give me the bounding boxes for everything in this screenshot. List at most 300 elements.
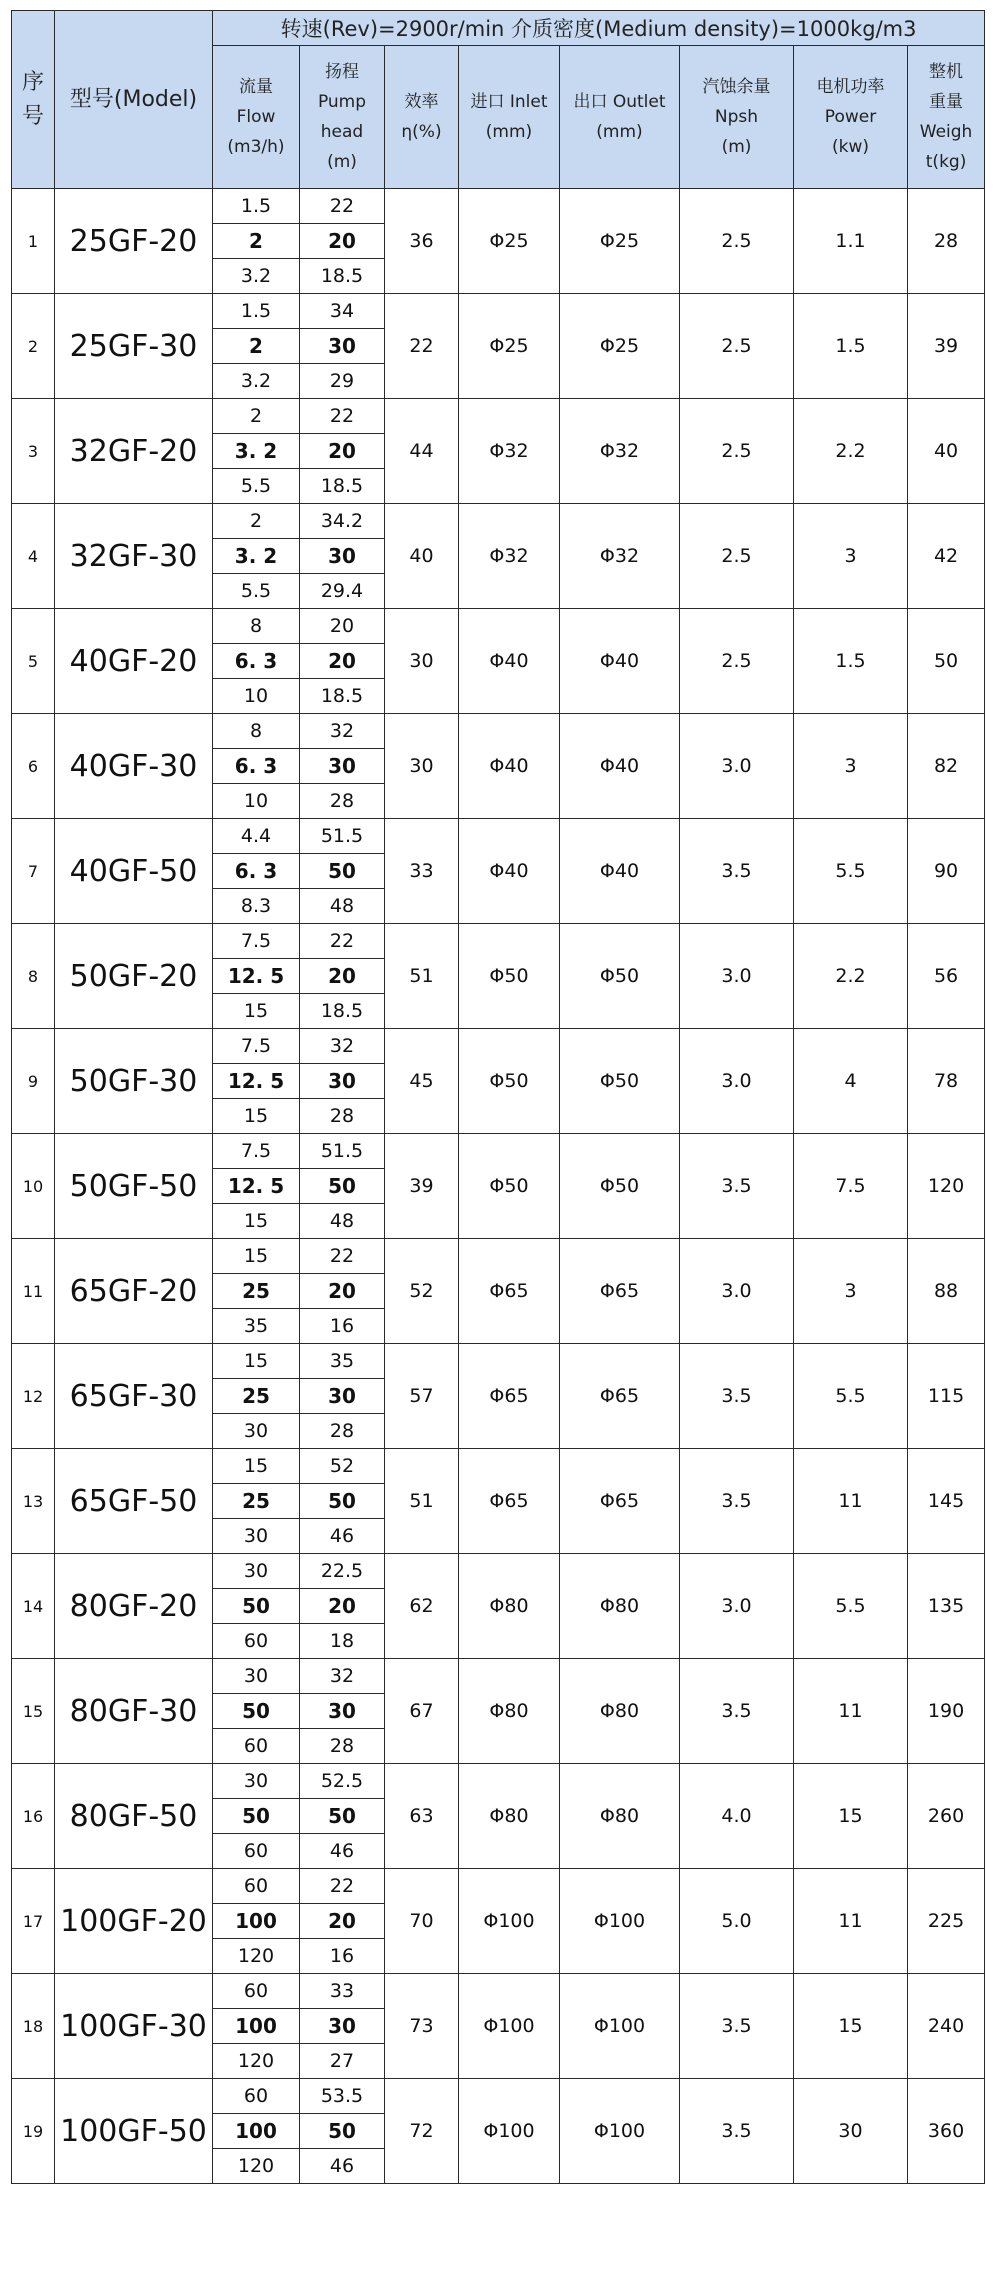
flow-value: 10 (213, 784, 300, 819)
power-value: 3 (794, 714, 908, 819)
row-index: 4 (12, 504, 55, 609)
row-model: 25GF-30 (55, 294, 213, 399)
header-index (12, 11, 55, 189)
head-value-rated: 20 (300, 644, 385, 679)
power-value: 1.5 (794, 609, 908, 714)
row-index: 10 (12, 1134, 55, 1239)
flow-value-rated: 100 (213, 1904, 300, 1939)
row-model: 80GF-30 (55, 1659, 213, 1764)
flow-value: 30 (213, 1554, 300, 1589)
npsh-value: 3.5 (680, 1344, 794, 1449)
header-inlet (459, 46, 560, 189)
head-value: 33 (300, 1974, 385, 2009)
flow-value-rated: 50 (213, 1799, 300, 1834)
npsh-value: 2.5 (680, 294, 794, 399)
head-value-rated: 20 (300, 959, 385, 994)
head-value: 53.5 (300, 2079, 385, 2114)
power-value: 4 (794, 1029, 908, 1134)
head-value: 18.5 (300, 679, 385, 714)
row-model: 100GF-50 (55, 2079, 213, 2184)
npsh-value: 3.5 (680, 2079, 794, 2184)
npsh-value: 3.0 (680, 1029, 794, 1134)
head-value: 48 (300, 889, 385, 924)
efficiency-value: 67 (385, 1659, 459, 1764)
head-value-rated: 30 (300, 1064, 385, 1099)
row-model: 100GF-30 (55, 1974, 213, 2079)
flow-value: 60 (213, 2079, 300, 2114)
head-value: 28 (300, 1729, 385, 1764)
power-value: 2.2 (794, 924, 908, 1029)
efficiency-value: 51 (385, 1449, 459, 1554)
weight-value: 145 (908, 1449, 985, 1554)
header-outlet-line: (mm) (596, 122, 643, 142)
head-value: 18.5 (300, 259, 385, 294)
efficiency-value: 73 (385, 1974, 459, 2079)
power-value: 11 (794, 1449, 908, 1554)
head-value: 22 (300, 399, 385, 434)
row-index: 2 (12, 294, 55, 399)
row-index: 15 (12, 1659, 55, 1764)
flow-value: 5.5 (213, 574, 300, 609)
head-value: 46 (300, 2149, 385, 2184)
header-power-line: Power (824, 107, 877, 127)
efficiency-value: 70 (385, 1869, 459, 1974)
header-outlet-line: 出口 Outlet (573, 92, 666, 112)
flow-value: 60 (213, 1729, 300, 1764)
inlet-value: Φ65 (459, 1344, 560, 1449)
inlet-value: Φ25 (459, 189, 560, 294)
head-value-rated: 50 (300, 1484, 385, 1519)
table-row (12, 294, 985, 329)
row-index: 16 (12, 1764, 55, 1869)
table-row (12, 714, 985, 749)
flow-value: 15 (213, 1344, 300, 1379)
head-value: 22.5 (300, 1554, 385, 1589)
flow-value: 15 (213, 994, 300, 1029)
flow-value-rated: 25 (213, 1484, 300, 1519)
power-value: 1.5 (794, 294, 908, 399)
row-index: 17 (12, 1869, 55, 1974)
table-row (12, 1554, 985, 1589)
head-value: 52 (300, 1449, 385, 1484)
power-value: 11 (794, 1869, 908, 1974)
flow-value: 8 (213, 714, 300, 749)
weight-value: 78 (908, 1029, 985, 1134)
head-value-rated: 20 (300, 1274, 385, 1309)
inlet-value: Φ50 (459, 924, 560, 1029)
weight-value: 42 (908, 504, 985, 609)
flow-value: 2 (213, 399, 300, 434)
efficiency-value: 45 (385, 1029, 459, 1134)
efficiency-value: 22 (385, 294, 459, 399)
header-head (300, 46, 385, 189)
row-model: 40GF-50 (55, 819, 213, 924)
table-row (12, 1239, 985, 1274)
table-row (12, 504, 985, 539)
head-value: 32 (300, 1659, 385, 1694)
weight-value: 90 (908, 819, 985, 924)
npsh-value: 3.5 (680, 1659, 794, 1764)
head-value: 28 (300, 784, 385, 819)
efficiency-value: 36 (385, 189, 459, 294)
row-index: 12 (12, 1344, 55, 1449)
row-index: 18 (12, 1974, 55, 2079)
flow-value: 3.2 (213, 364, 300, 399)
flow-value: 2 (213, 504, 300, 539)
outlet-value: Φ40 (560, 609, 680, 714)
header-index-line: 序 (21, 69, 44, 95)
flow-value: 10 (213, 679, 300, 714)
header-npsh-line: 汽蚀余量 (702, 77, 771, 97)
flow-value: 120 (213, 2149, 300, 2184)
npsh-value: 2.5 (680, 399, 794, 504)
outlet-value: Φ65 (560, 1239, 680, 1344)
header-title: 转速(Rev)=2900r/min 介质密度(Medium density)=1000kg/m3 (213, 11, 985, 46)
flow-value: 120 (213, 1939, 300, 1974)
npsh-value: 5.0 (680, 1869, 794, 1974)
head-value: 28 (300, 1414, 385, 1449)
power-value: 3 (794, 504, 908, 609)
outlet-value: Φ50 (560, 1134, 680, 1239)
outlet-value: Φ80 (560, 1554, 680, 1659)
table-row (12, 1449, 985, 1484)
inlet-value: Φ25 (459, 294, 560, 399)
head-value: 46 (300, 1519, 385, 1554)
power-value: 2.2 (794, 399, 908, 504)
flow-value-rated: 6. 3 (213, 749, 300, 784)
outlet-value: Φ100 (560, 1974, 680, 2079)
npsh-value: 3.5 (680, 1134, 794, 1239)
efficiency-value: 33 (385, 819, 459, 924)
weight-value: 82 (908, 714, 985, 819)
npsh-value: 3.0 (680, 1239, 794, 1344)
head-value: 32 (300, 1029, 385, 1064)
npsh-value: 3.5 (680, 1449, 794, 1554)
inlet-value: Φ100 (459, 1974, 560, 2079)
row-index: 3 (12, 399, 55, 504)
head-value: 32 (300, 714, 385, 749)
flow-value: 60 (213, 1974, 300, 2009)
power-value: 5.5 (794, 1344, 908, 1449)
head-value: 28 (300, 1099, 385, 1134)
flow-value: 8 (213, 609, 300, 644)
header-npsh-line: Npsh (714, 107, 759, 127)
efficiency-value: 62 (385, 1554, 459, 1659)
table-row (12, 1134, 985, 1169)
flow-value: 30 (213, 1764, 300, 1799)
inlet-value: Φ32 (459, 399, 560, 504)
inlet-value: Φ65 (459, 1239, 560, 1344)
outlet-value: Φ40 (560, 714, 680, 819)
power-value: 7.5 (794, 1134, 908, 1239)
table-row (12, 189, 985, 224)
flow-value: 7.5 (213, 924, 300, 959)
head-value: 48 (300, 1204, 385, 1239)
inlet-value: Φ100 (459, 2079, 560, 2184)
header-flow-line: Flow (236, 107, 276, 127)
outlet-value: Φ50 (560, 924, 680, 1029)
header-row-top (12, 11, 985, 46)
flow-value-rated: 12. 5 (213, 959, 300, 994)
efficiency-value: 39 (385, 1134, 459, 1239)
row-model: 32GF-20 (55, 399, 213, 504)
npsh-value: 3.5 (680, 819, 794, 924)
flow-value-rated: 12. 5 (213, 1169, 300, 1204)
header-head-line: head (320, 122, 364, 142)
header-model: 型号(Model) (55, 11, 213, 189)
header-efficiency (385, 46, 459, 189)
efficiency-value: 63 (385, 1764, 459, 1869)
inlet-value: Φ50 (459, 1134, 560, 1239)
head-value: 34.2 (300, 504, 385, 539)
flow-value-rated: 3. 2 (213, 539, 300, 574)
header-weight-line: Weigh (919, 122, 973, 142)
row-model: 80GF-50 (55, 1764, 213, 1869)
head-value-rated: 30 (300, 1694, 385, 1729)
head-value: 22 (300, 1869, 385, 1904)
head-value-rated: 30 (300, 749, 385, 784)
outlet-value: Φ50 (560, 1029, 680, 1134)
npsh-value: 4.0 (680, 1764, 794, 1869)
flow-value-rated: 50 (213, 1694, 300, 1729)
flow-value: 15 (213, 1449, 300, 1484)
table-row (12, 1974, 985, 2009)
outlet-value: Φ25 (560, 294, 680, 399)
flow-value: 15 (213, 1099, 300, 1134)
table-row (12, 1029, 985, 1064)
weight-value: 56 (908, 924, 985, 1029)
outlet-value: Φ32 (560, 504, 680, 609)
header-efficiency-line: η(%) (401, 122, 442, 142)
head-value-rated: 20 (300, 224, 385, 259)
flow-value: 15 (213, 1204, 300, 1239)
head-value: 22 (300, 189, 385, 224)
power-value: 3 (794, 1239, 908, 1344)
header-weight-line: 整机 (929, 62, 964, 82)
weight-value: 50 (908, 609, 985, 714)
header-flow (213, 46, 300, 189)
row-model: 32GF-30 (55, 504, 213, 609)
efficiency-value: 30 (385, 609, 459, 714)
inlet-value: Φ40 (459, 714, 560, 819)
head-value: 51.5 (300, 819, 385, 854)
table-row (12, 924, 985, 959)
head-value: 18.5 (300, 469, 385, 504)
efficiency-value: 57 (385, 1344, 459, 1449)
header-index-line: 号 (21, 103, 44, 129)
power-value: 15 (794, 1764, 908, 1869)
row-index: 6 (12, 714, 55, 819)
header-power (794, 46, 908, 189)
flow-value: 120 (213, 2044, 300, 2079)
inlet-value: Φ50 (459, 1029, 560, 1134)
head-value-rated: 30 (300, 1379, 385, 1414)
flow-value-rated: 6. 3 (213, 854, 300, 889)
row-index: 9 (12, 1029, 55, 1134)
table-row (12, 819, 985, 854)
outlet-value: Φ100 (560, 2079, 680, 2184)
flow-value-rated: 2 (213, 329, 300, 364)
efficiency-value: 51 (385, 924, 459, 1029)
efficiency-value: 30 (385, 714, 459, 819)
head-value: 16 (300, 1939, 385, 1974)
spec-table-container (11, 10, 984, 2184)
npsh-value: 2.5 (680, 609, 794, 714)
row-model: 65GF-30 (55, 1344, 213, 1449)
flow-value-rated: 50 (213, 1589, 300, 1624)
header-efficiency-line: 效率 (404, 92, 439, 112)
power-value: 11 (794, 1659, 908, 1764)
inlet-value: Φ40 (459, 609, 560, 714)
header-outlet (560, 46, 680, 189)
flow-value: 7.5 (213, 1134, 300, 1169)
row-model: 100GF-20 (55, 1869, 213, 1974)
head-value: 22 (300, 1239, 385, 1274)
head-value-rated: 50 (300, 1169, 385, 1204)
head-value-rated: 20 (300, 1589, 385, 1624)
weight-value: 135 (908, 1554, 985, 1659)
header-head-line: 扬程 (325, 62, 359, 82)
row-index: 13 (12, 1449, 55, 1554)
row-model: 80GF-20 (55, 1554, 213, 1659)
header-head-line: (m) (327, 152, 357, 172)
head-value: 18 (300, 1624, 385, 1659)
row-model: 50GF-30 (55, 1029, 213, 1134)
flow-value: 15 (213, 1239, 300, 1274)
inlet-value: Φ80 (459, 1764, 560, 1869)
inlet-value: Φ80 (459, 1659, 560, 1764)
header-flow-line: 流量 (239, 77, 273, 97)
header-flow-line: (m3/h) (227, 137, 285, 157)
outlet-value: Φ65 (560, 1344, 680, 1449)
head-value: 29 (300, 364, 385, 399)
npsh-value: 3.0 (680, 1554, 794, 1659)
head-value: 16 (300, 1309, 385, 1344)
weight-value: 260 (908, 1764, 985, 1869)
head-value: 27 (300, 2044, 385, 2079)
table-body (12, 11, 985, 2184)
head-value-rated: 50 (300, 2114, 385, 2149)
weight-value: 40 (908, 399, 985, 504)
header-inlet-line: (mm) (485, 122, 533, 142)
header-power-line: 电机功率 (816, 77, 885, 97)
npsh-value: 3.5 (680, 1974, 794, 2079)
head-value: 22 (300, 924, 385, 959)
outlet-value: Φ25 (560, 189, 680, 294)
row-index: 8 (12, 924, 55, 1029)
weight-value: 28 (908, 189, 985, 294)
row-index: 19 (12, 2079, 55, 2184)
row-model: 40GF-30 (55, 714, 213, 819)
table-row (12, 1659, 985, 1694)
outlet-value: Φ32 (560, 399, 680, 504)
head-value: 52.5 (300, 1764, 385, 1799)
row-index: 1 (12, 189, 55, 294)
head-value-rated: 50 (300, 854, 385, 889)
head-value: 20 (300, 609, 385, 644)
flow-value: 30 (213, 1519, 300, 1554)
row-index: 7 (12, 819, 55, 924)
row-model: 40GF-20 (55, 609, 213, 714)
head-value: 18.5 (300, 994, 385, 1029)
header-npsh-line: (m) (721, 137, 752, 157)
flow-value-rated: 100 (213, 2009, 300, 2044)
power-value: 30 (794, 2079, 908, 2184)
efficiency-value: 72 (385, 2079, 459, 2184)
outlet-value: Φ65 (560, 1449, 680, 1554)
head-value-rated: 20 (300, 1904, 385, 1939)
head-value: 34 (300, 294, 385, 329)
flow-value: 30 (213, 1414, 300, 1449)
outlet-value: Φ80 (560, 1659, 680, 1764)
head-value-rated: 30 (300, 539, 385, 574)
row-model: 50GF-20 (55, 924, 213, 1029)
outlet-value: Φ100 (560, 1869, 680, 1974)
power-value: 5.5 (794, 819, 908, 924)
head-value-rated: 30 (300, 329, 385, 364)
npsh-value: 3.0 (680, 924, 794, 1029)
head-value-rated: 50 (300, 1799, 385, 1834)
npsh-value: 3.0 (680, 714, 794, 819)
row-index: 5 (12, 609, 55, 714)
row-model: 65GF-50 (55, 1449, 213, 1554)
flow-value-rated: 100 (213, 2114, 300, 2149)
weight-value: 225 (908, 1869, 985, 1974)
flow-value: 3.2 (213, 259, 300, 294)
head-value: 51.5 (300, 1134, 385, 1169)
row-model: 25GF-20 (55, 189, 213, 294)
header-weight (908, 46, 985, 189)
inlet-value: Φ40 (459, 819, 560, 924)
row-model: 50GF-50 (55, 1134, 213, 1239)
inlet-value: Φ80 (459, 1554, 560, 1659)
table-row (12, 2079, 985, 2114)
head-value: 46 (300, 1834, 385, 1869)
efficiency-value: 44 (385, 399, 459, 504)
flow-value-rated: 2 (213, 224, 300, 259)
weight-value: 88 (908, 1239, 985, 1344)
flow-value: 60 (213, 1624, 300, 1659)
weight-value: 39 (908, 294, 985, 399)
flow-value: 1.5 (213, 294, 300, 329)
header-power-line: (kw) (831, 137, 869, 157)
inlet-value: Φ100 (459, 1869, 560, 1974)
outlet-value: Φ80 (560, 1764, 680, 1869)
row-index: 14 (12, 1554, 55, 1659)
efficiency-value: 52 (385, 1239, 459, 1344)
header-weight-line: 重量 (929, 92, 964, 112)
inlet-value: Φ32 (459, 504, 560, 609)
table-row (12, 1869, 985, 1904)
flow-value-rated: 25 (213, 1379, 300, 1414)
flow-value-rated: 3. 2 (213, 434, 300, 469)
flow-value: 8.3 (213, 889, 300, 924)
header-weight-line: t(kg) (925, 152, 967, 172)
flow-value-rated: 6. 3 (213, 644, 300, 679)
flow-value-rated: 12. 5 (213, 1064, 300, 1099)
inlet-value: Φ65 (459, 1449, 560, 1554)
header-inlet-line: 进口 Inlet (470, 92, 548, 112)
weight-value: 240 (908, 1974, 985, 2079)
header-head-line: Pump (317, 92, 367, 112)
flow-value: 7.5 (213, 1029, 300, 1064)
pump-spec-table (11, 10, 985, 2184)
weight-value: 120 (908, 1134, 985, 1239)
npsh-value: 2.5 (680, 189, 794, 294)
efficiency-value: 40 (385, 504, 459, 609)
outlet-value: Φ40 (560, 819, 680, 924)
flow-value: 60 (213, 1869, 300, 1904)
